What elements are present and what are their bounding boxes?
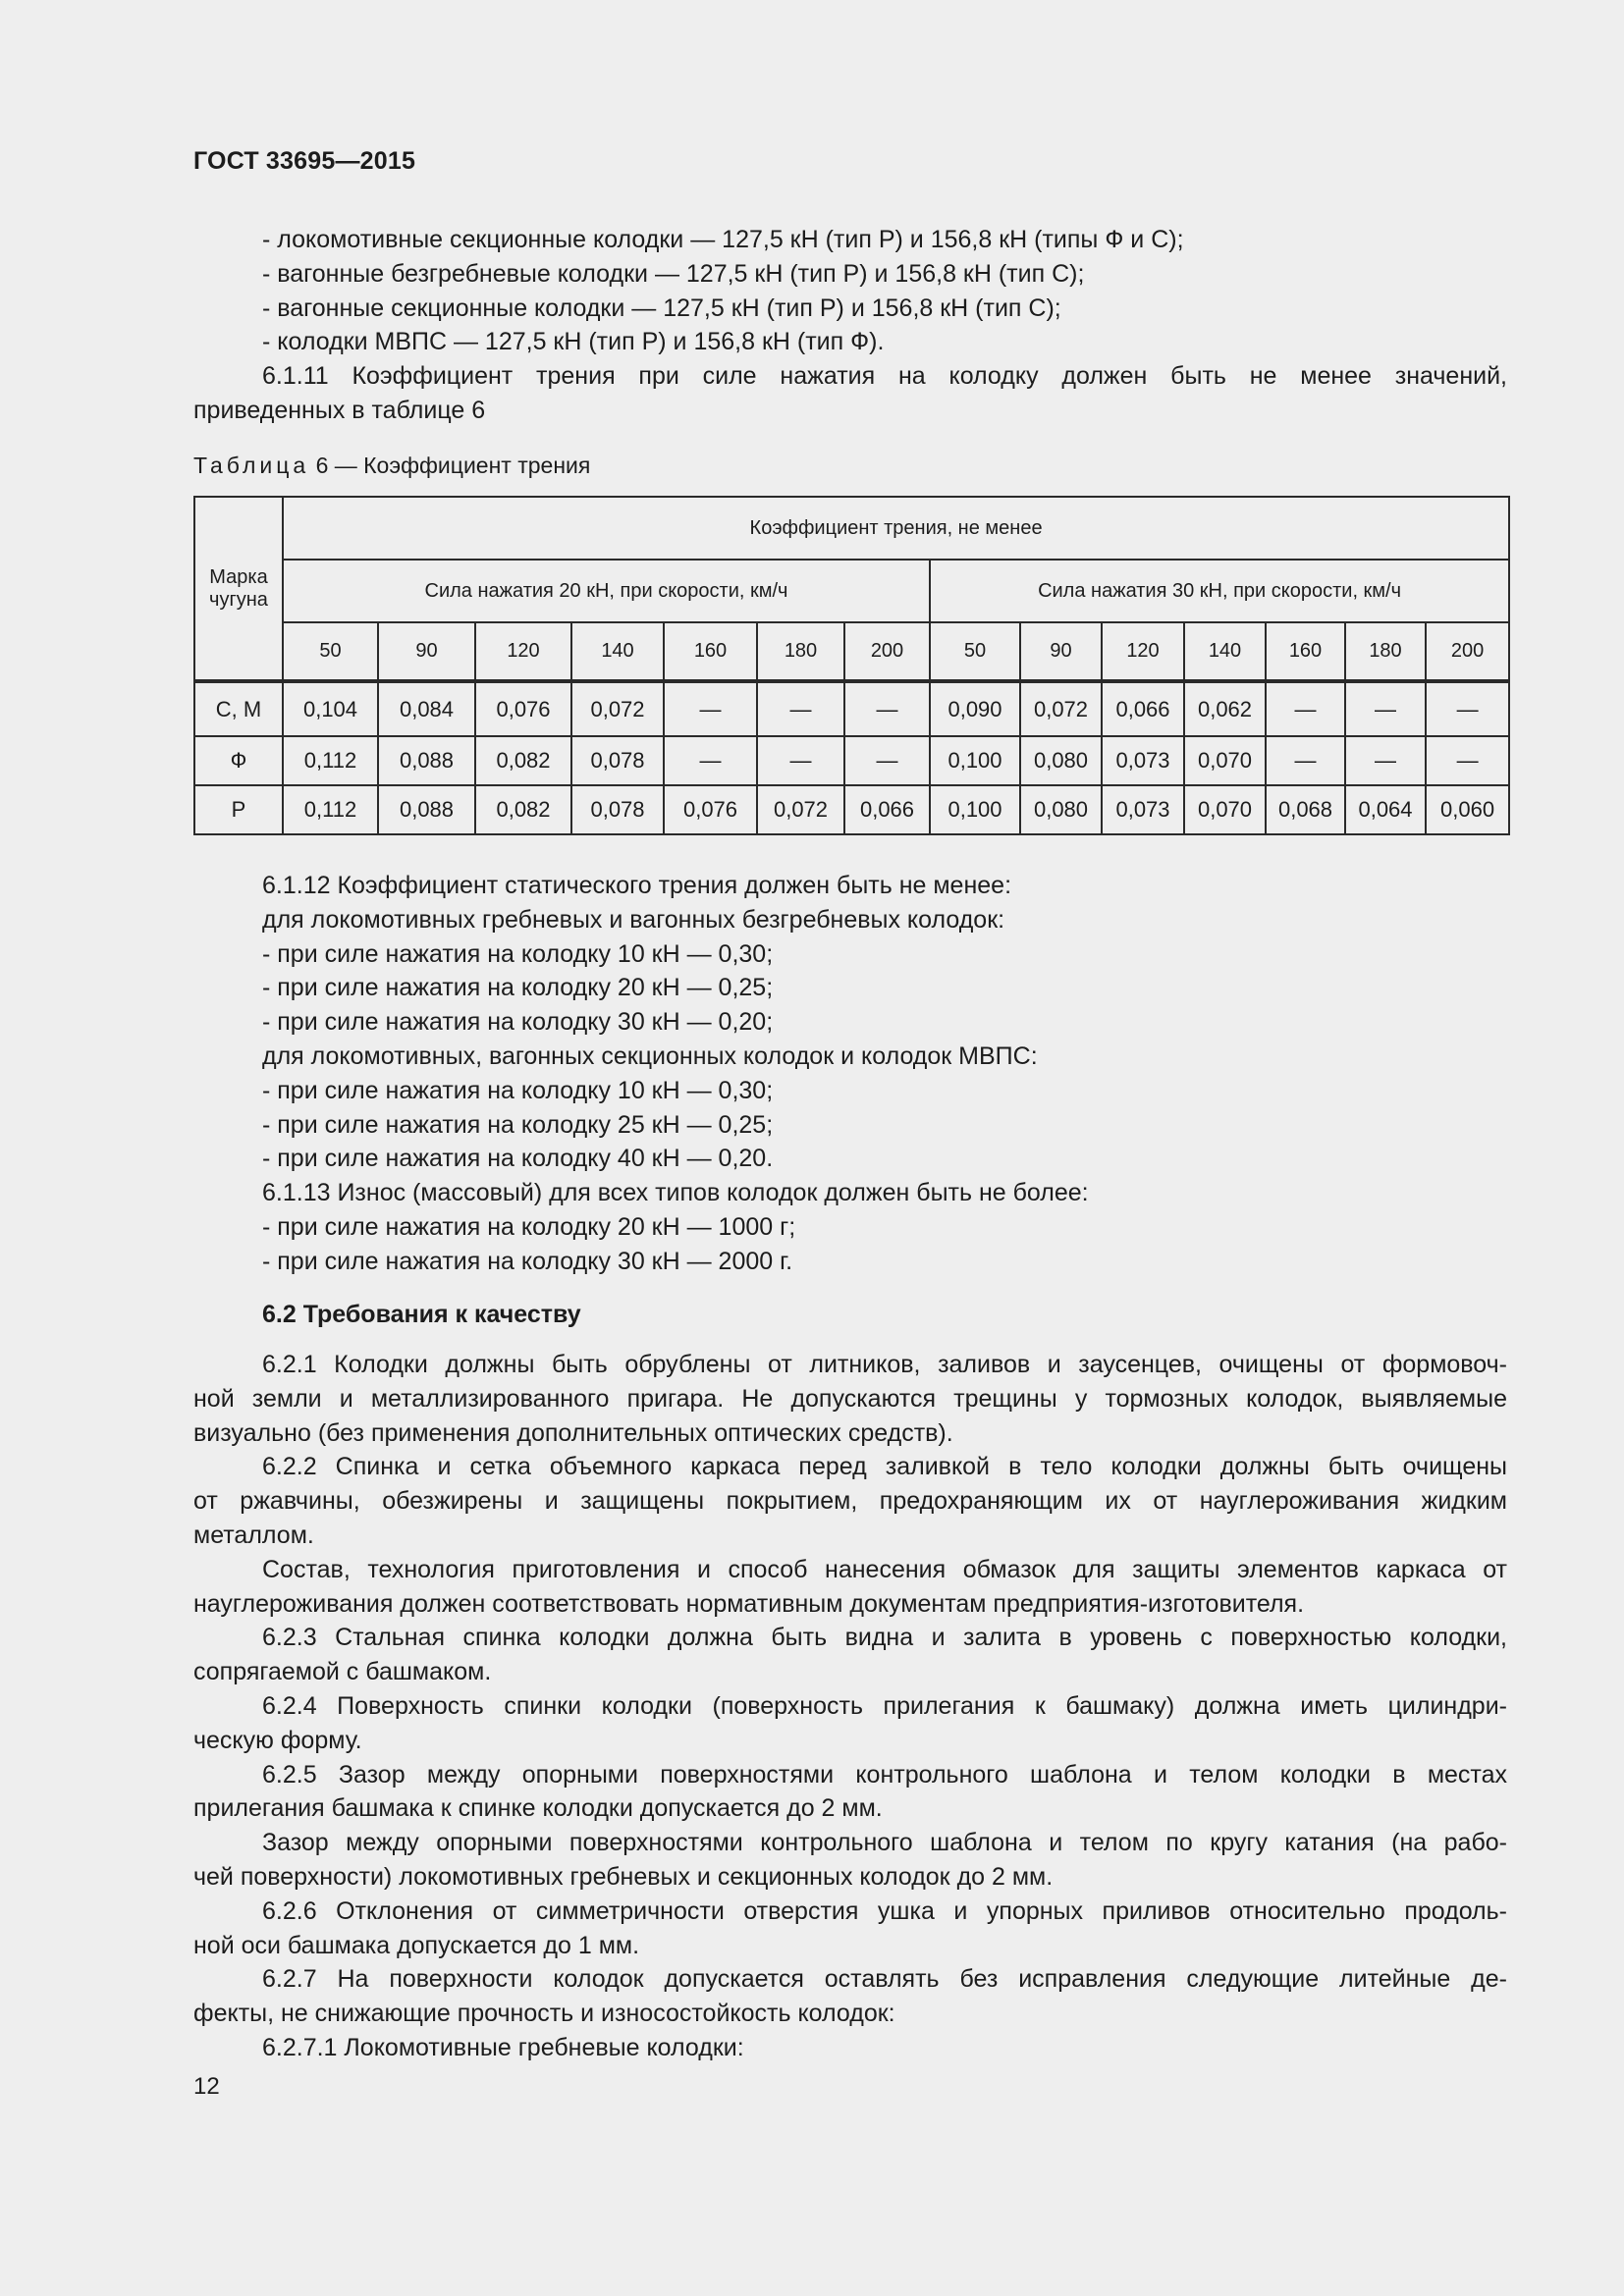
paragraph-line-text: Зазор между опорными поверхностями контрольного шаблона и телом по кругу катания (на рабо-: [262, 1829, 1507, 1857]
grade-cell: С, М: [194, 681, 283, 736]
paragraph-line: для локомотивных, вагонных секционных колодок и колодок МВПС:: [262, 1041, 1038, 1070]
paragraph-line-text: науглероживания должен соответствовать нормативным документам предприятия-изготовителя.: [193, 1589, 1305, 1618]
value-cell: 0,088: [378, 785, 475, 834]
list-item: - при силе нажатия на колодку 30 кН — 0,20;: [262, 1008, 774, 1037]
value-cell: 0,070: [1184, 785, 1266, 834]
value-cell: 0,112: [283, 785, 378, 834]
table-caption: [193, 453, 590, 479]
paragraph-line: приведенных в таблице 6: [193, 396, 486, 424]
row-header-cell: [194, 497, 283, 681]
value-cell: 0,104: [283, 681, 378, 736]
paragraph-line-text: 6.2.7.1 Локомотивные гребневые колодки:: [262, 2033, 744, 2061]
value-cell: —: [1345, 681, 1426, 736]
paragraph-line: [193, 1416, 1507, 1451]
list-item: - при силе нажатия на колодку 10 кН — 0,30;: [262, 939, 774, 968]
list-item: - при силе нажатия на колодку 30 кН — 2000 г.: [262, 1247, 793, 1275]
value-cell: 0,082: [475, 736, 571, 785]
paragraph-line-text: 6.2.7 На поверхности колодок допускается оставлять без исправления следующие литейные де-: [262, 1965, 1507, 1994]
grade-cell: Р: [194, 785, 283, 834]
list-item: - при силе нажатия на колодку 25 кН — 0,25;: [262, 1110, 774, 1139]
speed-header-cell: 50: [283, 622, 378, 681]
value-cell: 0,066: [844, 785, 930, 834]
speed-header-cell: 180: [1345, 622, 1426, 681]
value-cell: 0,084: [378, 681, 475, 736]
paragraph-line: [193, 1553, 1507, 1587]
paragraph-line-text: ной оси башмака допускается до 1 мм.: [193, 1931, 640, 1959]
paragraph-line: [193, 1587, 1507, 1622]
paragraph-line-text: сопрягаемой с башмаком.: [193, 1658, 492, 1686]
paragraph-line: [193, 1450, 1507, 1484]
speed-header-cell: 120: [1102, 622, 1184, 681]
value-cell: 0,112: [283, 736, 378, 785]
speed-header-cell: 180: [757, 622, 844, 681]
list-item: - при силе нажатия на колодку 20 кН — 0,25;: [262, 974, 774, 1002]
paragraph-line: [193, 1929, 1507, 1963]
speed-header-cell: 90: [378, 622, 475, 681]
speed-header-cell: 160: [664, 622, 757, 681]
paragraph-line-text: 6.2.1 Колодки должны быть обрублены от литников, заливов и заусенцев, очищены от формовоч-: [262, 1351, 1507, 1378]
table-row: [194, 681, 1509, 736]
paragraph-line: [193, 1348, 1507, 1382]
value-cell: 0,080: [1020, 736, 1102, 785]
value-cell: 0,073: [1102, 785, 1184, 834]
value-cell: 0,100: [930, 785, 1020, 834]
grade-cell: Ф: [194, 736, 283, 785]
paragraph-6-1-11: [193, 359, 1507, 394]
group-header-cell: Коэффициент трения, не менее: [283, 497, 1509, 560]
document-header: ГОСТ 33695—2015: [193, 147, 416, 175]
value-cell: 0,062: [1184, 681, 1266, 736]
paragraph-line: [193, 1758, 1507, 1792]
value-cell: —: [664, 681, 757, 736]
value-cell: —: [844, 736, 930, 785]
value-cell: 0,072: [1020, 681, 1102, 736]
paragraph-line-text: прилегания башмака к спинке колодки допускается до 2 мм.: [193, 1794, 883, 1823]
paragraph-line-text: ческую форму.: [193, 1726, 362, 1754]
table-row: [194, 785, 1509, 834]
paragraph-line: [193, 1895, 1507, 1929]
subheader-20kn: Сила нажатия 20 кН, при скорости, км/ч: [283, 560, 930, 622]
value-cell: —: [1266, 736, 1345, 785]
value-cell: 0,072: [571, 681, 664, 736]
list-item: - при силе нажатия на колодку 40 кН — 0,20.: [262, 1145, 774, 1173]
row-header-label: Марка чугуна: [209, 565, 268, 611]
section-heading: 6.2 Требования к качеству: [262, 1301, 581, 1328]
value-cell: 0,090: [930, 681, 1020, 736]
paragraph-line: [193, 1997, 1507, 2031]
paragraph-line: для локомотивных гребневых и вагонных безгребневых колодок:: [262, 905, 1005, 934]
paragraph-line: [193, 1791, 1507, 1826]
paragraph-line: [193, 1621, 1507, 1655]
list-item: - при силе нажатия на колодку 20 кН — 1000 г;: [262, 1212, 796, 1241]
value-cell: 0,088: [378, 736, 475, 785]
value-cell: —: [1266, 681, 1345, 736]
paragraph-line-text: ной земли и металлизированного пригара. Не допускаются трещины у тормозных колодок, выявляемые: [193, 1384, 1507, 1413]
speed-header-cell: 140: [571, 622, 664, 681]
paragraph-line-text: визуально (без применения дополнительных оптических средств).: [193, 1418, 953, 1447]
speed-header-cell: 120: [475, 622, 571, 681]
value-cell: 0,082: [475, 785, 571, 834]
value-cell: 0,070: [1184, 736, 1266, 785]
intro-list: [193, 223, 1507, 428]
list-item: - при силе нажатия на колодку 10 кН — 0,30;: [262, 1076, 774, 1104]
paragraph-line: [193, 1484, 1507, 1519]
paragraph-line: [193, 1689, 1507, 1724]
subheader-30kn: Сила нажатия 30 кН, при скорости, км/ч: [930, 560, 1509, 622]
paragraph-line-text: чей поверхности) локомотивных гребневых и секционных колодок до 2 мм.: [193, 1862, 1054, 1891]
paragraph-line: [193, 2031, 1507, 2065]
speed-header-cell: 200: [844, 622, 930, 681]
value-cell: —: [844, 681, 930, 736]
paragraph-line-text: 6.2.4 Поверхность спинки колодки (поверхность прилегания к башмаку) должна иметь цилиндри-: [262, 1691, 1507, 1720]
paragraph-line: [193, 1655, 1507, 1689]
paragraph-line: [193, 1962, 1507, 1997]
value-cell: 0,066: [1102, 681, 1184, 736]
list-item: - вагонные безгребневые колодки — 127,5 кН (тип Р) и 156,8 кН (тип С);: [262, 259, 1085, 288]
value-cell: 0,068: [1266, 785, 1345, 834]
paragraph-line-text: металлом.: [193, 1521, 314, 1549]
table-caption-text: 6 — Коэффициент трения: [309, 453, 591, 478]
value-cell: 0,076: [664, 785, 757, 834]
paragraph-line: [193, 1519, 1507, 1553]
value-cell: —: [757, 681, 844, 736]
speed-header-cell: 50: [930, 622, 1020, 681]
value-cell: 0,073: [1102, 736, 1184, 785]
paragraph-line: 6.1.13 Износ (массовый) для всех типов колодок должен быть не более:: [262, 1179, 1089, 1207]
paragraph-line: 6.1.11 Коэффициент трения при силе нажатия на колодку должен быть не менее значений,: [262, 362, 1507, 391]
section-6-2-body: [193, 1348, 1507, 2065]
friction-coefficient-table: [193, 496, 1510, 835]
speed-header-cell: 160: [1266, 622, 1345, 681]
value-cell: —: [1426, 736, 1509, 785]
paragraph-line-text: 6.2.5 Зазор между опорными поверхностями контрольного шаблона и телом колодки в местах: [262, 1760, 1507, 1789]
list-item: - колодки МВПС — 127,5 кН (тип Р) и 156,8 кН (тип Ф).: [262, 328, 885, 356]
value-cell: —: [664, 736, 757, 785]
speed-header-cell: 90: [1020, 622, 1102, 681]
value-cell: —: [1345, 736, 1426, 785]
table-caption-word: Таблица: [193, 453, 310, 478]
list-item: - вагонные секционные колодки — 127,5 кН (тип Р) и 156,8 кН (тип С);: [262, 294, 1061, 322]
value-cell: 0,078: [571, 736, 664, 785]
paragraph-line: [193, 1382, 1507, 1416]
value-cell: 0,078: [571, 785, 664, 834]
paragraph-line-text: фекты, не снижающие прочность и износостойкость колодок:: [193, 2000, 895, 2028]
value-cell: 0,060: [1426, 785, 1509, 834]
paragraph-line-text: 6.2.2 Спинка и сетка объемного каркаса перед заливкой в тело колодки должны быть очищены: [262, 1453, 1507, 1481]
page-number: 12: [193, 2073, 220, 2100]
value-cell: —: [757, 736, 844, 785]
paragraph-line: 6.1.12 Коэффициент статического трения должен быть не менее:: [262, 872, 1012, 899]
paragraph-line: [193, 1826, 1507, 1860]
value-cell: 0,100: [930, 736, 1020, 785]
list-item: - локомотивные секционные колодки — 127,5 кН (тип Р) и 156,8 кН (типы Ф и С);: [262, 226, 1184, 253]
paragraph-line-text: 6.2.3 Стальная спинка колодки должна быть видна и залита в уровень с поверхностью колодки,: [262, 1624, 1507, 1652]
paragraph-line-text: от ржавчины, обезжирены и защищены покрытием, предохраняющим их от науглероживания жидким: [193, 1487, 1507, 1516]
section-6-1-12-13: [193, 869, 1507, 1279]
value-cell: 0,076: [475, 681, 571, 736]
table-row: [194, 736, 1509, 785]
value-cell: 0,064: [1345, 785, 1426, 834]
paragraph-line: [193, 1860, 1507, 1895]
value-cell: 0,072: [757, 785, 844, 834]
table-body: [194, 681, 1509, 834]
value-cell: —: [1426, 681, 1509, 736]
paragraph-line: [193, 1724, 1507, 1758]
speed-header-row: [194, 622, 1509, 681]
value-cell: 0,080: [1020, 785, 1102, 834]
speed-header-cell: 200: [1426, 622, 1509, 681]
paragraph-line-text: 6.2.6 Отклонения от симметричности отверстия ушка и упорных приливов относительно продоль-: [262, 1896, 1507, 1925]
speed-header-cell: 140: [1184, 622, 1266, 681]
section-6-2: [193, 1298, 1507, 1332]
paragraph-line-text: Состав, технология приготовления и способ нанесения обмазок для защиты элементов каркаса от: [262, 1555, 1507, 1583]
